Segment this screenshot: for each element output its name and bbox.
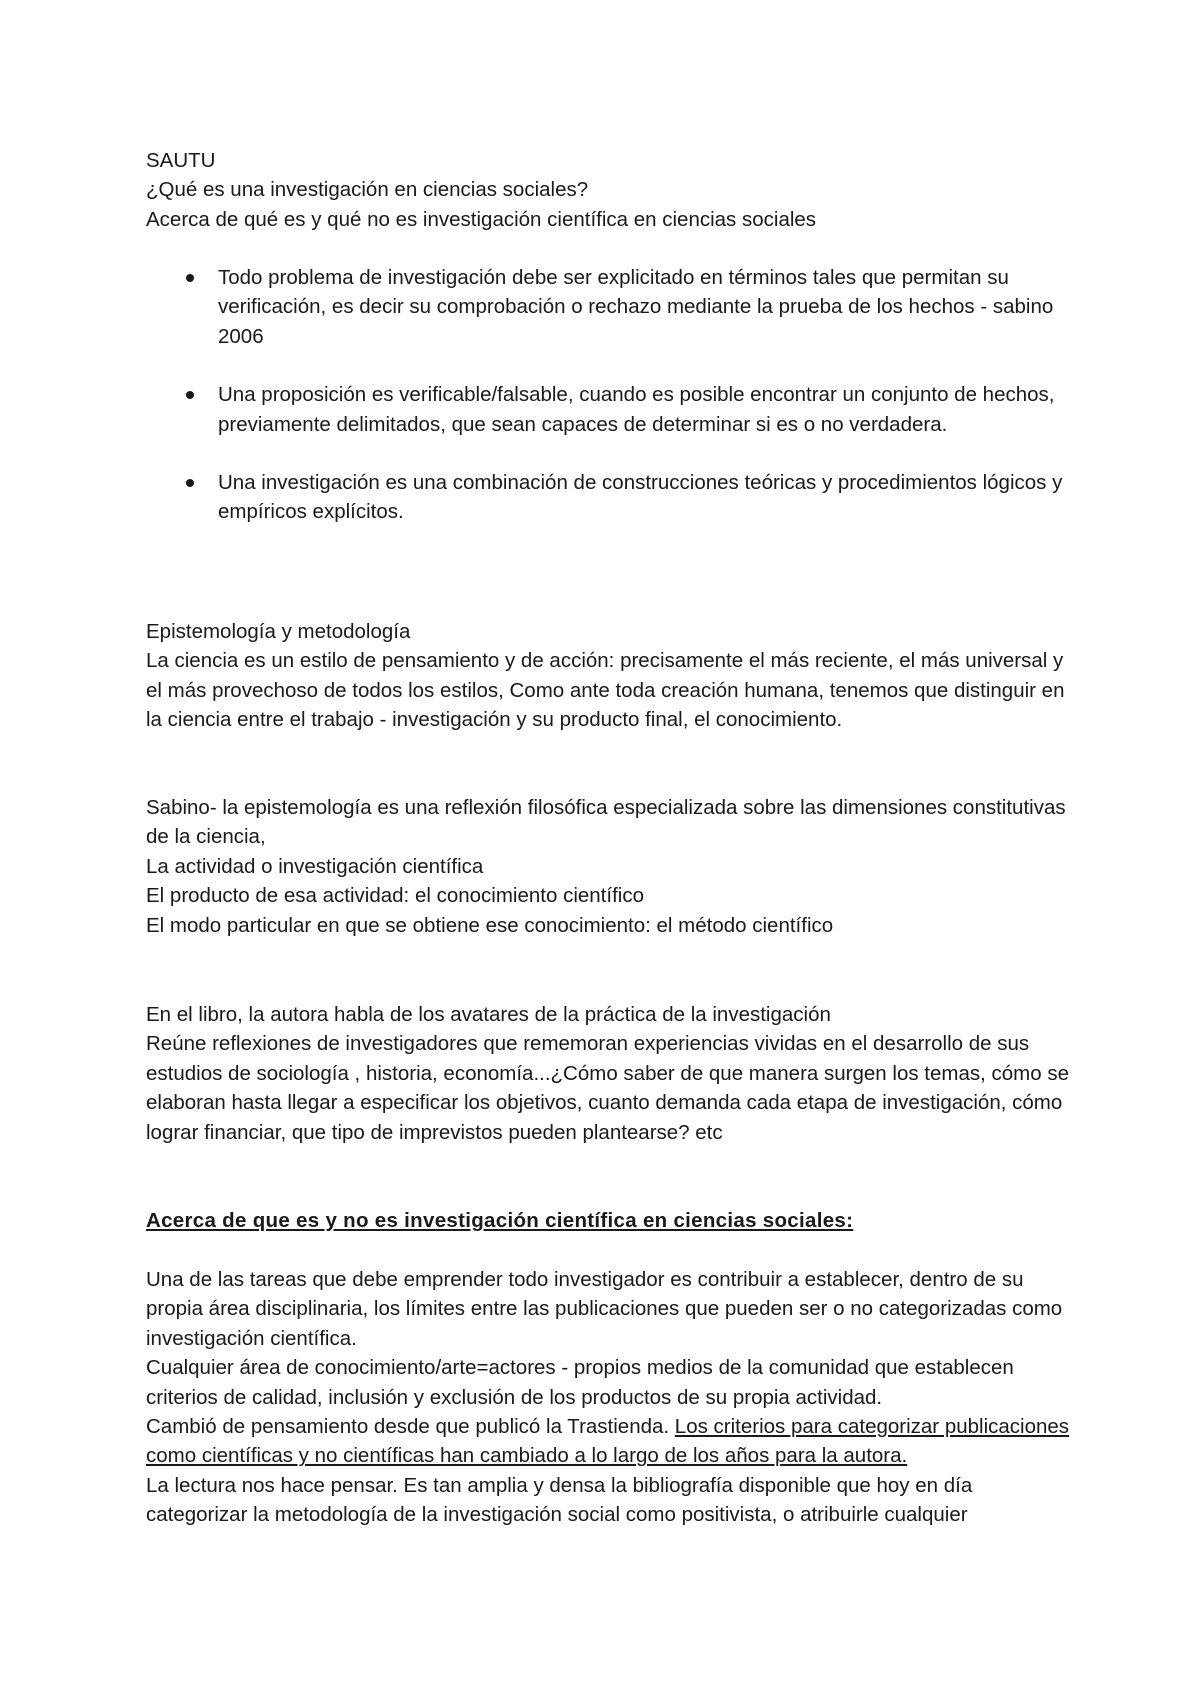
- list-item: [146, 263, 1076, 351]
- paragraph: Una de las tareas que debe emprender todo investigador es contribuir a establecer, dentro de su propia área disciplinaria, los límites entre las publicaciones que pueden ser o no categorizadas como investigación científica.: [146, 1268, 1063, 1350]
- paragraph: Reúne reflexiones de investigadores que rememoran experiencias vividas en el desarrollo de sus estudios de sociología , historia, economía...¿Cómo saber de que manera surgen los temas, cómo se elaboran hasta llegar a especificar los objetivos, cuanto demanda cada etapa de investigación, cómo lograr financiar, que tipo de imprevistos pueden plantearse? etc: [146, 1032, 1069, 1144]
- list-item: [146, 468, 1076, 527]
- paragraph: Sabino- la epistemología es una reflexión filosófica especializada sobre las dimensiones constitutivas de la ciencia,: [146, 796, 1066, 849]
- list-item-text: Todo problema de investigación debe ser explicitado en términos tales que permitan su verificación, es decir su comprobación o rechazo mediante la prueba de los hechos - sabino 2006: [218, 266, 1054, 348]
- paragraph: La lectura nos hace pensar. Es tan amplia y densa la bibliografía disponible que hoy en día categorizar la metodología de la investigación social como positivista, o atribuirle cualquier: [146, 1473, 973, 1527]
- list-item-text: Una proposición es verificable/falsable, cuando es posible encontrar un conjunto de hechos, previamente delimitados, que sean capaces de determinar si es o no verdadera.: [218, 383, 1055, 436]
- doc-title: SAUTU: [146, 149, 216, 172]
- section2-body: [146, 1265, 1076, 1530]
- list-item: El modo particular en que se obtiene ese conocimiento: el método científico: [146, 913, 834, 937]
- section2-heading-block: [146, 1206, 1076, 1235]
- bullet-icon: [186, 274, 194, 282]
- doc-subtitle: Acerca de qué es y qué no es investigación científica en ciencias sociales: [146, 207, 817, 231]
- bullet-icon: [186, 479, 194, 487]
- paragraph: [146, 1412, 1076, 1471]
- list-item: La actividad o investigación científica: [146, 854, 484, 878]
- header-block: [146, 146, 1076, 234]
- list-item-text: Una investigación es una combinación de construcciones teóricas y procedimientos lógicos y empíricos explícitos.: [218, 471, 1063, 524]
- paragraph: Cualquier área de conocimiento/arte=actores - propios medios de la comunidad que establecen criterios de calidad, inclusión y exclusión de los productos de su propia actividad.: [146, 1356, 1014, 1409]
- list-item: [146, 380, 1076, 439]
- book-section: [146, 1000, 1076, 1147]
- paragraph-text: Cambió de pensamiento desde que publicó la Trastienda.: [146, 1415, 675, 1439]
- underlined-text: Los criterios para categorizar publicaciones como científicas y no científicas han cambiado a lo largo de los años para la autora.: [146, 1415, 1070, 1468]
- list-item: El producto de esa actividad: el conocimiento científico: [146, 884, 644, 908]
- sabino-section: [146, 793, 1076, 940]
- epistemology-section: [146, 617, 1076, 735]
- paragraph: La ciencia es un estilo de pensamiento y de acción: precisamente el más reciente, el más universal y el más provechoso de todos los estilos, Como ante toda creación humana, tenemos que distinguir en la ciencia entre el trabajo - investigación y su producto final, el conocimiento.: [146, 649, 1065, 732]
- doc-question: ¿Qué es una investigación en ciencias sociales?: [146, 178, 589, 202]
- bullet-list: [146, 263, 1076, 527]
- section-heading: Epistemología y metodología: [146, 620, 411, 643]
- section-heading: Acerca de que es y no es investigación científica en ciencias sociales:: [146, 1209, 854, 1232]
- bullet-icon: [186, 391, 194, 399]
- paragraph: En el libro, la autora habla de los avatares de la práctica de la investigación: [146, 1003, 831, 1026]
